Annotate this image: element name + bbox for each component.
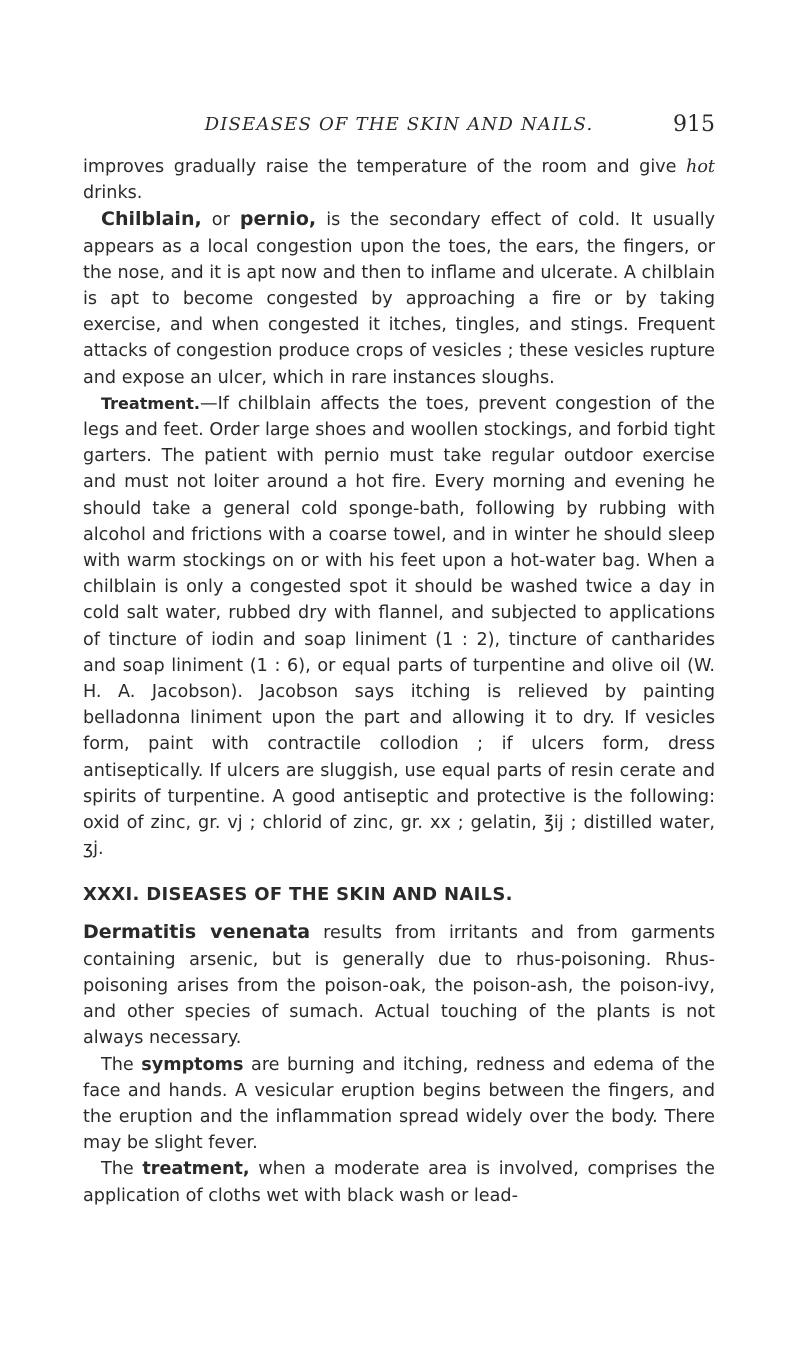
treatment-heading: Treatment. xyxy=(101,393,200,413)
term-chilblain: Chilblain, xyxy=(101,208,202,231)
dermatitis-paragraph xyxy=(83,919,715,1051)
continuation-paragraph xyxy=(83,154,715,206)
chilblain-paragraph xyxy=(83,206,715,390)
term-pernio: pernio, xyxy=(239,208,317,231)
term-symptoms: symptoms xyxy=(141,1054,244,1075)
symptoms-paragraph xyxy=(83,1052,715,1157)
term-dermatitis-venenata: Dermatitis venenata xyxy=(83,921,311,944)
lead-text: The xyxy=(101,1159,143,1180)
running-title: DISEASES OF THE SKIN AND NAILS. xyxy=(204,114,594,135)
running-header xyxy=(83,112,715,144)
para-text: drinks. xyxy=(83,183,143,204)
connector-text: or xyxy=(201,210,240,231)
page-number: 915 xyxy=(673,112,715,137)
para-text: improves gradually raise the temperature of the room and give xyxy=(83,157,686,177)
treatment-paragraph-2 xyxy=(83,1156,715,1208)
para-text: are burning and itching, redness and edema of the face and hands. A vesicular eruption begins between the fingers, and the eruption and the inflammation spread widely over the body. There may be slight fever. xyxy=(83,1054,715,1154)
book-page xyxy=(83,112,715,1209)
para-text: results from irritants and from garments containing arsenic, but is generally due to rhus-poisoning. Rhus-poisoning arises from the poison-oak, the poison-ash, the poison-ivy, and other species of sumach. Actual touching of the plants is not always necessary. xyxy=(83,923,715,1049)
term-treatment: treatment, xyxy=(142,1159,250,1180)
para-text: when a moderate area is involved, comprises the application of cloths wet with black wash or lead- xyxy=(83,1159,715,1206)
lead-text: The xyxy=(101,1054,142,1075)
italic-word: hot xyxy=(686,157,715,177)
para-text: is the secondary effect of cold. It usually appears as a local congestion upon the toes, the ears, the fingers, or the nose, and it is apt now and then to inflame and ulcerate. A chilblain is apt to become congested by approaching a fire or by taking exercise, and when congested it itches, tingles, and stings. Frequent attacks of congestion produce crops of vesicles ; these vesicles rupture and expose an ulcer, which in rare instances sloughs. xyxy=(83,210,715,388)
chapter-heading: XXXI. DISEASES OF THE SKIN AND NAILS. xyxy=(83,884,513,906)
para-text: —If chilblain affects the toes, prevent congestion of the legs and feet. Order large shoes and woollen stockings, and forbid tight garters. The patient with pernio must take regular outdoor exercise and must not loiter around a hot fire. Every morning and evening he should take a general cold sponge-bath, following by rubbing with alcohol and frictions with a coarse towel, and in winter he should sleep with warm stockings on or with his feet upon a hot-water bag. When a chilblain is only a congested spot it should be washed twice a day in cold salt water, rubbed dry with flannel, and subjected to applications of tincture of iodin and soap liniment (1 : 2), tincture of cantharides and soap liniment (1 : 6), or equal parts of turpentine and olive oil (W. H. A. Jacobson). Jacobson says itching is relieved by painting belladonna liniment upon the part and allowing it to dry. If vesicles form, paint with contractile collodion ; if ulcers form, dress antiseptically. If ulcers are sluggish, use equal parts of resin cerate and spirits of turpentine. A good antiseptic and protective is the following: oxid of zinc, gr. vj ; chlorid of zinc, gr. xx ; gelatin, ℥ij ; distilled water, ʒj. xyxy=(83,393,715,860)
treatment-paragraph xyxy=(83,391,715,863)
